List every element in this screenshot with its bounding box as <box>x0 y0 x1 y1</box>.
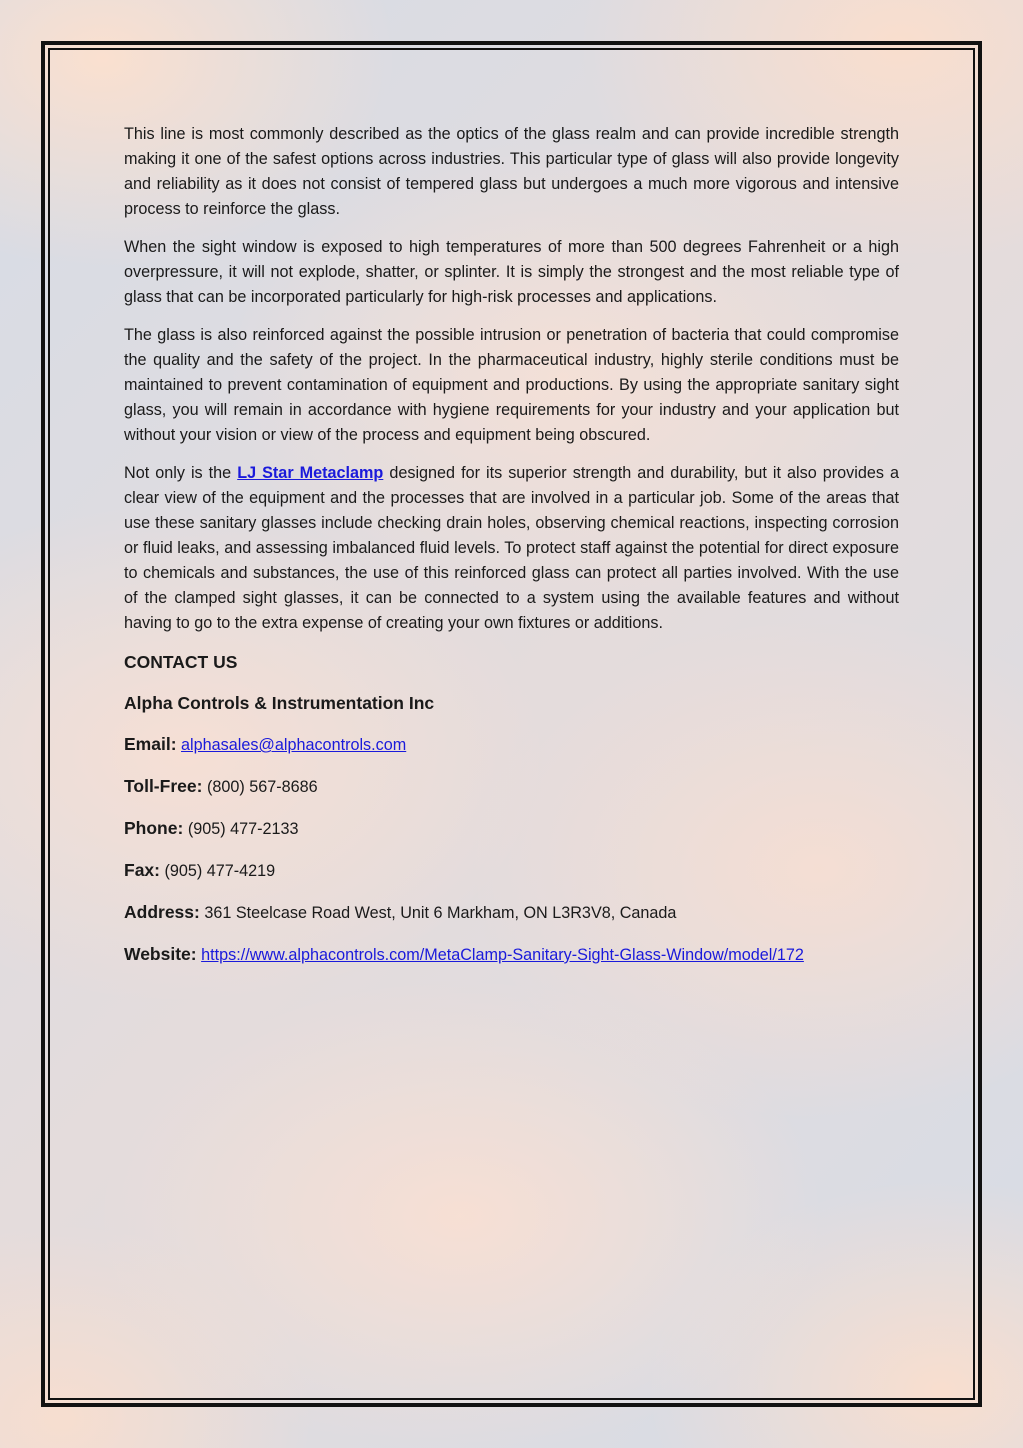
tollfree-label: Toll-Free: <box>124 776 203 796</box>
contact-heading: CONTACT US <box>124 652 238 672</box>
paragraph-bacteria: The glass is also reinforced against the possible intrusion or penetration of bacteria that could compromise the quality and the safety of the project. In the pharmaceutical industry, highly sterile conditions must be maintained to prevent contamination of equipment and productions. By using the appropriate sanitary sight glass, you will remain in accordance with hygiene requirements for your industry and your application but without your vision or view of the process and equipment being obscured. <box>124 326 899 444</box>
email-line <box>124 732 899 758</box>
phone-label: Phone: <box>124 818 184 838</box>
email-label: Email: <box>124 734 177 754</box>
fax-value: (905) 477-4219 <box>164 862 276 880</box>
fax-line <box>124 858 899 884</box>
address-line <box>124 900 899 926</box>
paragraph-temperature: When the sight window is exposed to high temperatures of more than 500 degrees Fahrenheit or a high overpressure, it will not explode, shatter, or splinter. It is simply the strongest and the most reliable type of glass that can be incorporated particularly for high-risk processes and applications. <box>124 238 899 306</box>
address-label: Address: <box>124 902 200 922</box>
website-label: Website: <box>124 944 197 964</box>
paragraph-metaclamp-start: Not only is the <box>124 464 238 482</box>
phone-value: (905) 477-2133 <box>187 820 299 838</box>
website-link[interactable]: https://www.alphacontrols.com/MetaClamp-Sanitary-Sight-Glass-Window/model/172 <box>201 946 804 964</box>
address-value: 361 Steelcase Road West, Unit 6 Markham, ON L3R3V8, Canada <box>204 904 677 922</box>
tollfree-value: (800) 567-8686 <box>206 778 318 796</box>
paragraph-optics: This line is most commonly described as the optics of the glass realm and can provide incredible strength making it one of the safest options across industries. This particular type of glass will also provide longevity and reliability as it does not consist of tempered glass but undergoes a much more vigorous and intensive process to reinforce the glass. <box>124 125 899 218</box>
email-link[interactable]: alphasales@alphacontrols.com <box>181 736 407 754</box>
paragraph-metaclamp <box>124 461 899 636</box>
lj-star-metaclamp-link[interactable]: LJ Star Metaclamp <box>237 464 384 482</box>
website-line <box>124 942 899 968</box>
company-name: Alpha Controls & Instrumentation Inc <box>124 693 435 713</box>
fax-label: Fax: <box>124 860 160 880</box>
phone-line <box>124 816 899 842</box>
paragraph-metaclamp-rest: designed for its superior strength and durability, but it also provides a clear view of the equipment and the processes that are involved in a particular job. Some of the areas that use these sanitary glasses include checking drain holes, observing chemical reactions, inspecting corrosion or fluid leaks, and assessing imbalanced fluid levels. To protect staff against the potential for direct exposure to chemicals and substances, the use of this reinforced glass can protect all parties involved. With the use of the clamped sight glasses, it can be connected to a system using the available features and without having to go to the extra expense of creating your own fixtures or additions. <box>124 464 899 632</box>
tollfree-line <box>124 774 899 800</box>
document-body <box>124 122 899 984</box>
